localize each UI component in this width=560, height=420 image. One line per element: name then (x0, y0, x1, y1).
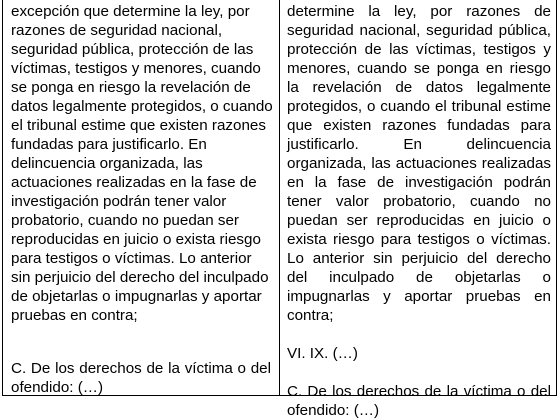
right-paragraph: determine la ley, por razones de seguridad nacional, seguridad pública, protección de las víctimas, testigos y menores, cuando se ponga en riesgo la revelación de datos legalmente protegidos, o cuando el tribunal estime que existen razones fundadas para justificarlo. En delincuencia organizada, las actuaciones realizadas en la fase de investigación podrán tener valor probatorio, cuando no puedan ser reproducidas en juicio o exista riesgo para testigos o víctimas. Lo anterior sin perjuicio del derecho del inculpado de objetarlas o impugnarlas y aportar pruebas en contra; (287, 3, 551, 324)
right-fraction-heading: VI. IX. (…) (287, 345, 358, 362)
right-column-cell (280, 0, 556, 419)
left-section-c: C. De los derechos de la víctima o del ofendido: (…) (11, 360, 271, 396)
comparison-table (2, 0, 557, 419)
left-paragraph: excepción que determine la ley, por razones de seguridad nacional, seguridad pública, protección de las víctimas, testigos y menores, cuando se ponga en riesgo la revelación de datos legalmente protegidos, o cuando el tribunal estime que existen razones fundadas para justificarlo. En delincuencia organizada, las actuaciones realizadas en la fase de investigación podrán tener valor probatorio, cuando no puedan ser reproducidas en juicio o exista riesgo para testigos o víctimas. Lo anterior sin perjuicio del derecho del inculpado de objetarlas o impugnarlas y aportar pruebas en contra; (11, 3, 273, 324)
left-column-cell (3, 0, 280, 395)
right-section-c: C. De los derechos de la víctima o del ofendido: (…) (287, 383, 551, 419)
